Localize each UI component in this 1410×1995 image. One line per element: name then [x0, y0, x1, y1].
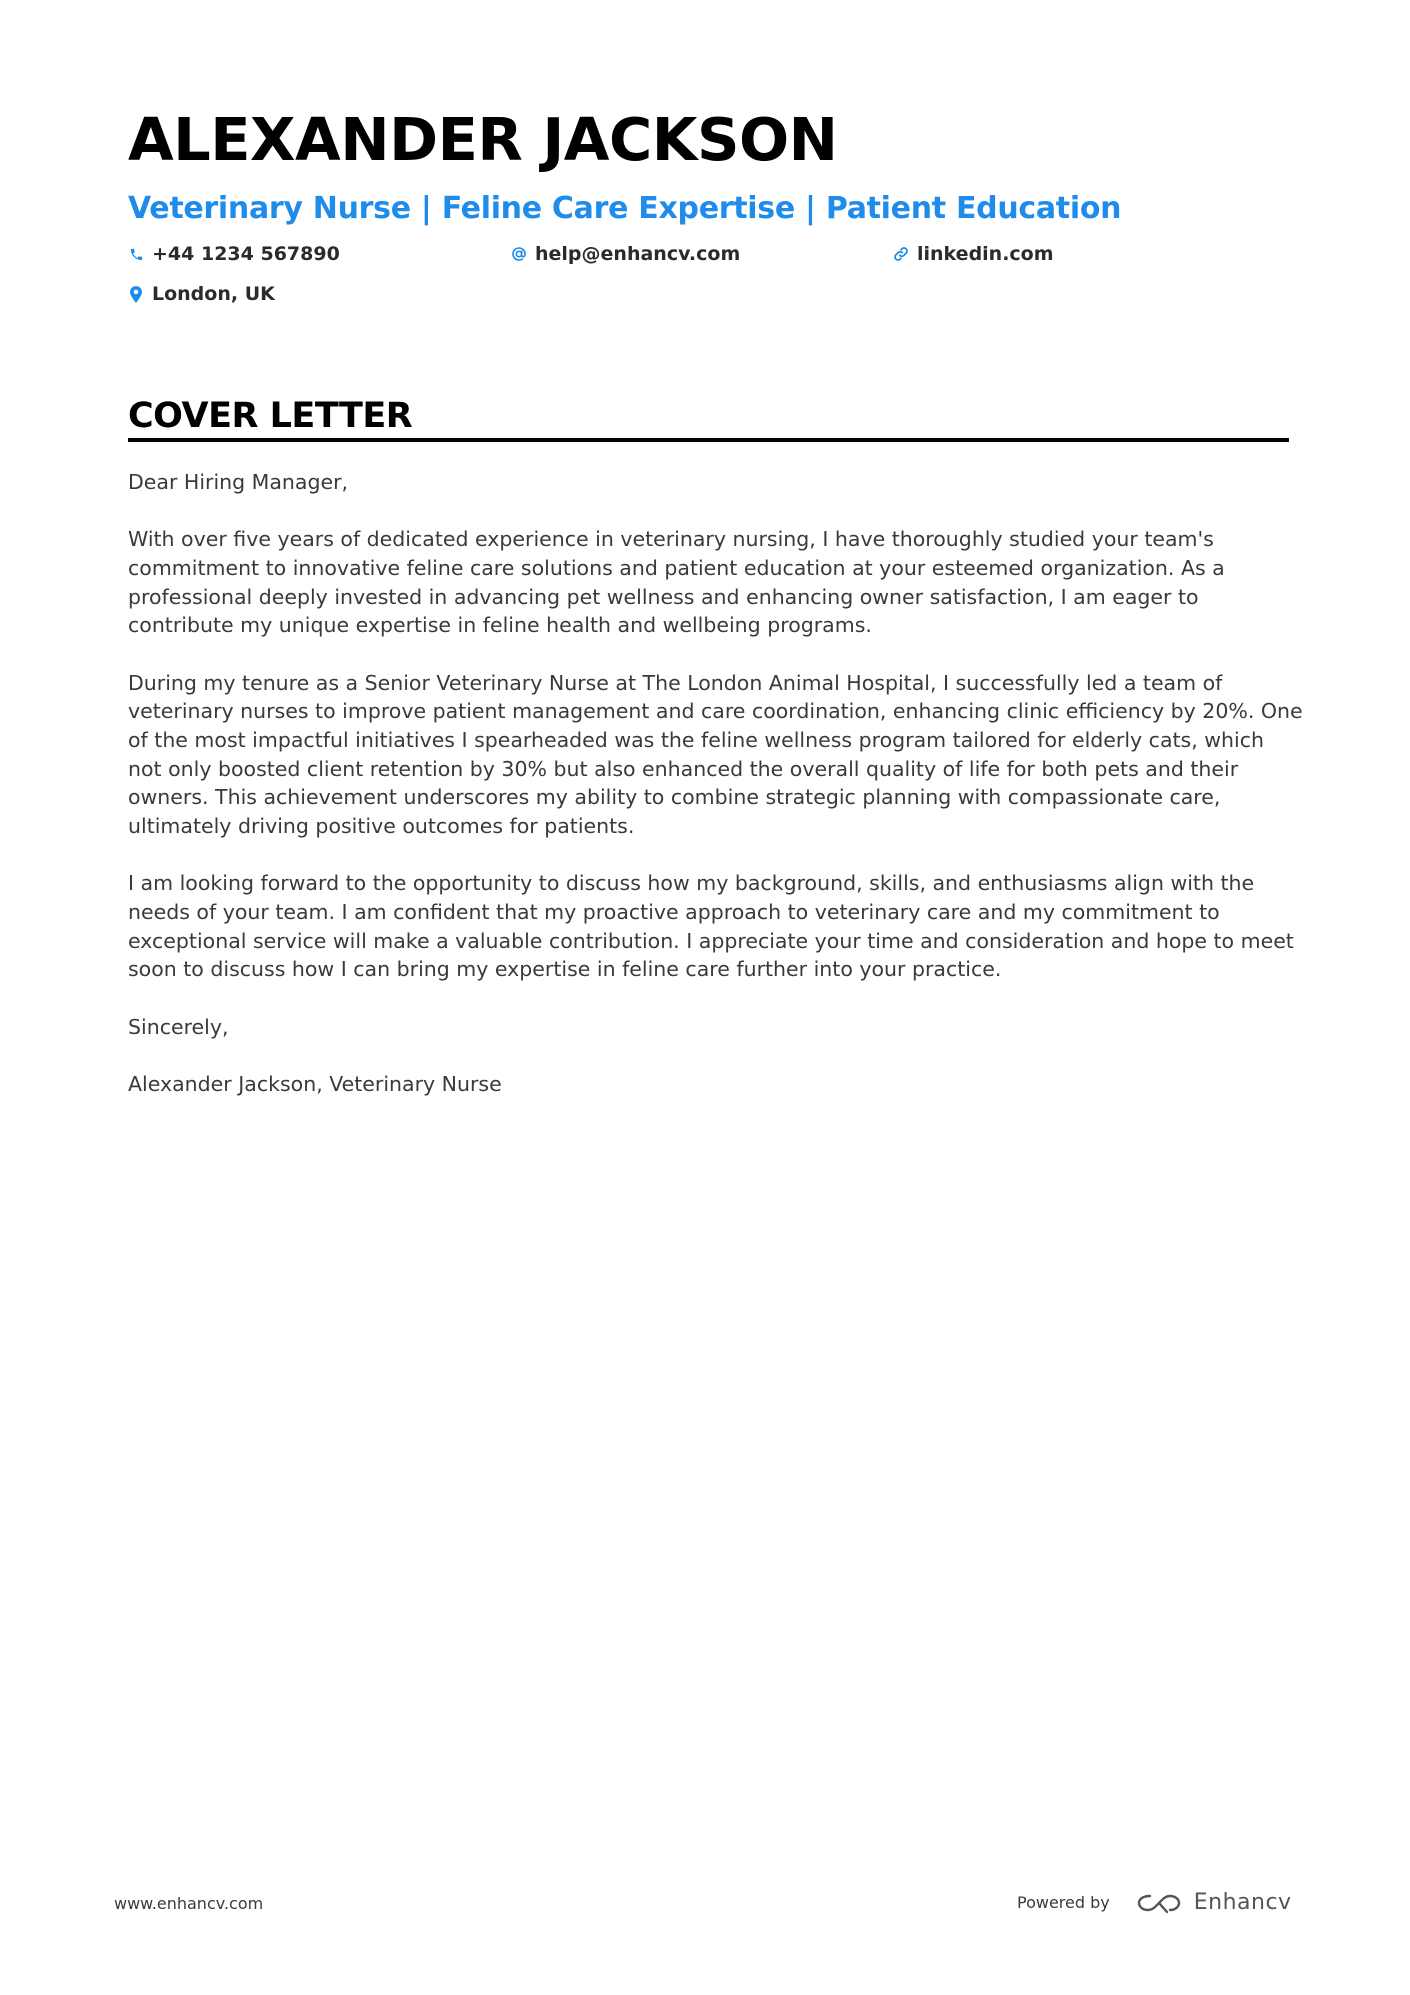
- linkedin-text: linkedin.com: [917, 243, 1054, 265]
- contact-phone: [128, 243, 340, 265]
- footer-powered-by: [1017, 1890, 1292, 1915]
- letter-signature: Alexander Jackson, Veterinary Nurse: [128, 1071, 502, 1096]
- applicant-name: ALEXANDER JACKSON: [128, 105, 838, 174]
- section-title: COVER LETTER: [128, 396, 413, 436]
- letter-closing: Sincerely,: [128, 1014, 229, 1039]
- applicant-title: Veterinary Nurse | Feline Care Expertise | Patient Education: [128, 191, 1122, 226]
- letter-paragraph: During my tenure as a Senior Veterinary Nurse at The London Animal Hospital, I successfully led a team of veterinary nurses to improve patient management and care coordination, enhancing clinic efficiency by 20%. One of the most impactful initiatives I spearheaded was the feline wellness program tailored for elderly cats, which not only boosted client retention by 30% but also enhanced the overall quality of life for both pets and their owners. This achievement underscores my ability to combine strategic planning with compassionate care, ultimately driving positive outcomes for patients.: [128, 670, 1303, 839]
- link-icon: [893, 245, 909, 263]
- email-text: help@enhancv.com: [535, 243, 741, 265]
- map-pin-icon: [128, 285, 144, 303]
- contact-location: [128, 283, 275, 305]
- location-text: London, UK: [152, 283, 275, 305]
- powered-by-label: Powered by: [1017, 1893, 1110, 1912]
- letter-paragraph: With over five years of dedicated experience in veterinary nursing, I have thoroughly studied your team's commitment to innovative feline care solutions and patient education at your esteemed organization. As a professional deeply invested in advancing pet wellness and enhancing owner satisfaction, I am eager to contribute my unique expertise in feline health and wellbeing programs.: [128, 527, 1225, 638]
- phone-icon: [128, 245, 144, 263]
- brand-logo[interactable]: [1136, 1890, 1292, 1915]
- section-divider: [128, 438, 1289, 442]
- footer-url[interactable]: www.enhancv.com: [114, 1894, 264, 1913]
- letter-body: [128, 468, 1303, 1127]
- brand-name: Enhancv: [1193, 1890, 1292, 1915]
- letter-salutation: Dear Hiring Manager,: [128, 470, 349, 494]
- contact-email: [511, 243, 740, 265]
- contact-linkedin: [893, 243, 1054, 265]
- enhancv-logo-icon: [1136, 1892, 1182, 1914]
- at-icon: [511, 245, 527, 263]
- phone-text: +44 1234 567890: [152, 243, 340, 265]
- letter-paragraph: I am looking forward to the opportunity to discuss how my background, skills, and enthusiasms align with the needs of your team. I am confident that my proactive approach to veterinary care and my commitment to exceptional service will make a valuable contribution. I appreciate your time and consideration and hope to meet soon to discuss how I can bring my expertise in feline care further into your practice.: [128, 871, 1294, 982]
